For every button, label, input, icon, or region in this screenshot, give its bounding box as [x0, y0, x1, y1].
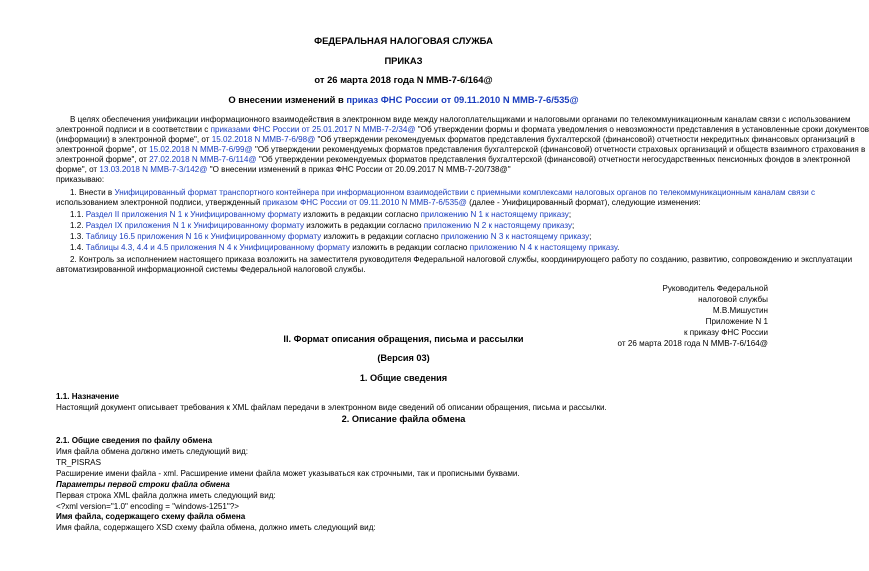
- signature-position-2: налоговой службы: [698, 295, 768, 304]
- item-text: 1.2.: [70, 221, 86, 230]
- heading-first-line-params: Параметры первой строки файла обмена: [56, 480, 230, 489]
- order-link-15-02-2018-98[interactable]: 15.02.2018 N ММВ-7-6/98@: [211, 135, 316, 144]
- table-16-5-link[interactable]: Таблицу 16.5 приложения N 16 к Унифицированному формату: [85, 232, 322, 241]
- preamble-text: электронной форме", от: [56, 155, 150, 164]
- appendix-3-link[interactable]: приложению N 3 к настоящему приказу: [440, 232, 590, 241]
- heading-schema-file-name: Имя файла, содержащего схему файла обмена: [56, 512, 246, 521]
- doc-type: ПРИКАЗ: [384, 55, 423, 66]
- preamble-text: электронной форме", от: [56, 145, 150, 154]
- appendix-4-link[interactable]: приложению N 4 к настоящему приказу: [469, 243, 618, 252]
- appendix-2-link[interactable]: приложению N 2 к настоящему приказу: [423, 221, 572, 230]
- preamble-line-2: [56, 125, 869, 135]
- doc-title: [0, 95, 807, 105]
- item2-line-2: автоматизированной информационной системы Федеральной налоговой службы.: [56, 265, 366, 274]
- preamble-line-4: [56, 145, 866, 155]
- section-ii-link[interactable]: Раздел II приложения N 1 к Унифицированному формату: [85, 210, 301, 219]
- preamble-text: "О внесении изменений в приказ ФНС России от 20.09.2017 N ММВ-7-20/738@": [207, 165, 511, 174]
- item-text: ;: [572, 221, 575, 230]
- item1-line-2: [56, 198, 768, 208]
- signature-name: М.В.Мишустин: [712, 306, 768, 315]
- item1-sub-3: [70, 232, 591, 242]
- doc-title-prefix: О внесении изменений в: [228, 94, 347, 105]
- preamble-text: электронной подписи и в соответствии с: [56, 125, 211, 134]
- file-name-intro: Имя файла обмена должно иметь следующий вид:: [56, 447, 248, 456]
- appendix-order-date: от 26 марта 2018 года N ММВ-7-6/164@: [617, 339, 768, 348]
- item-text: изложить в редакции согласно: [304, 221, 424, 230]
- order-link-27-02-2018[interactable]: 27.02.2018 N ММВ-7-6/114@: [149, 155, 257, 164]
- unified-format-link[interactable]: Унифицированный формат транспортного контейнера при информационном взаимодействии с приемными комплексами налоговых органов по телекоммуникационным каналам связи с: [114, 188, 816, 197]
- xml-declaration: <?xml version="1.0" encoding = "windows-1251"?>: [56, 502, 239, 511]
- preamble-text: "Об утверждении рекомендуемых форматов представления бухгалтерской (финансовой) отчетности страховых организаций и обществ взаимного страхования в: [252, 145, 866, 154]
- section-version: (Версия 03): [377, 353, 430, 363]
- purpose-text: Настоящий документ описывает требования к XML файлам передачи в электронном виде сведений об описании обращения, письма и рассылки.: [56, 403, 607, 412]
- item-text: изложить в редакции согласно: [349, 243, 470, 252]
- item1-sub-4: [70, 243, 619, 253]
- heading-purpose: 1.1. Назначение: [56, 392, 119, 401]
- preamble-order-word: приказываю:: [56, 175, 105, 184]
- preamble-line-1: В целях обеспечения унификации информационного взаимодействия в электронном виде между налогоплательщиками и налоговыми органами по телекоммуникационным каналам связи с использованием: [70, 115, 851, 124]
- section-title: II. Формат описания обращения, письма и рассылки: [283, 334, 524, 344]
- doc-date-number: от 26 марта 2018 года N ММВ-7-6/164@: [314, 74, 493, 85]
- item-text: 1.1.: [70, 210, 86, 219]
- item1-sub-1: [70, 210, 571, 220]
- preamble-text: форме", от: [56, 165, 100, 174]
- file-name-pattern: TR_PISRAS: [56, 458, 101, 467]
- doc-title-link[interactable]: приказ ФНС России от 09.11.2010 N ММВ-7-6/535@: [346, 94, 579, 105]
- item-text: (далее - Унифицированный формат), следующие изменения:: [466, 198, 701, 207]
- agency-name: ФЕДЕРАЛЬНАЯ НАЛОГОВАЯ СЛУЖБА: [314, 35, 493, 46]
- item-text: изложить в редакции согласно: [321, 232, 441, 241]
- preamble-text: "Об утверждении рекомендуемых форматов представления бухгалтерской (финансовой) отчетности негосударственных пенсионных фондов в электронной: [256, 155, 851, 164]
- appendix-1-link[interactable]: приложению N 1 к настоящему приказу: [420, 210, 569, 219]
- item1-sub-2: [70, 221, 574, 231]
- item-text: 1.4.: [70, 243, 86, 252]
- order-link-13-03-2018[interactable]: 13.03.2018 N ММВ-7-3/142@: [99, 165, 208, 174]
- preamble-line-6: [56, 165, 768, 175]
- item-text: .: [617, 243, 620, 252]
- appendix-label: Приложение N 1: [705, 317, 768, 326]
- schema-file-name-intro: Имя файла, содержащего XSD схему файла обмена, должно иметь следующий вид:: [56, 523, 376, 532]
- item2-line-1: 2. Контроль за исполнением настоящего приказа возложить на заместителя руководителя Федеральной налоговой службы, координирующего работу по созданию, развитию, сопровождению и эксплуатации: [70, 255, 853, 264]
- preamble-text: (информации) в электронной форме", от: [56, 135, 212, 144]
- subsection-general: 1. Общие сведения: [359, 373, 448, 383]
- order-link-09-11-2010[interactable]: приказом ФНС России от 09.11.2010 N ММВ-7-6/535@: [262, 198, 467, 207]
- preamble-text: "Об утверждении формы и формата уведомления о невозможности представления в установленные сроки документов: [415, 125, 869, 134]
- preamble-line-5: [56, 155, 851, 165]
- item-text: 1. Внести в: [70, 188, 115, 197]
- heading-general-file-info: 2.1. Общие сведения по файлу обмена: [56, 436, 213, 445]
- subsection-file-description: 2. Описание файла обмена: [341, 414, 466, 424]
- section-ix-link[interactable]: Раздел IX приложения N 1 к Унифицированному формату: [85, 221, 305, 230]
- signature-position-1: Руководитель Федеральной: [662, 284, 768, 293]
- preamble-text: "Об утверждении рекомендуемых форматов представления бухгалтерской (финансовой) отчетности некредитных финансовых организаций в: [315, 135, 855, 144]
- preamble-line-3: [56, 135, 855, 145]
- tables-4-3-4-5-link[interactable]: Таблицы 4.3, 4.4 и 4.5 приложения N 4 к Унифицированному формату: [85, 243, 350, 252]
- first-line-intro: Первая строка XML файла должна иметь следующий вид:: [56, 491, 276, 500]
- appendix-order-ref: к приказу ФНС России: [683, 328, 768, 337]
- item1-line-1: [70, 188, 816, 198]
- item-text: ;: [589, 232, 592, 241]
- order-link-15-02-2018-99[interactable]: 15.02.2018 N ММВ-7-6/99@: [149, 145, 253, 154]
- file-extension-text: Расширение имени файла - xml. Расширение имени файла может указываться как строчными, так и прописными буквами.: [56, 469, 520, 478]
- item-text: ;: [568, 210, 572, 219]
- item-text: 1.3.: [70, 232, 86, 241]
- item-text: изложить в редакции согласно: [300, 210, 421, 219]
- order-link-25-01-2017[interactable]: приказами ФНС России от 25.01.2017 N ММВ-7-2/34@: [210, 125, 416, 134]
- item-text: использованием электронной подписи, утвержденный: [56, 198, 263, 207]
